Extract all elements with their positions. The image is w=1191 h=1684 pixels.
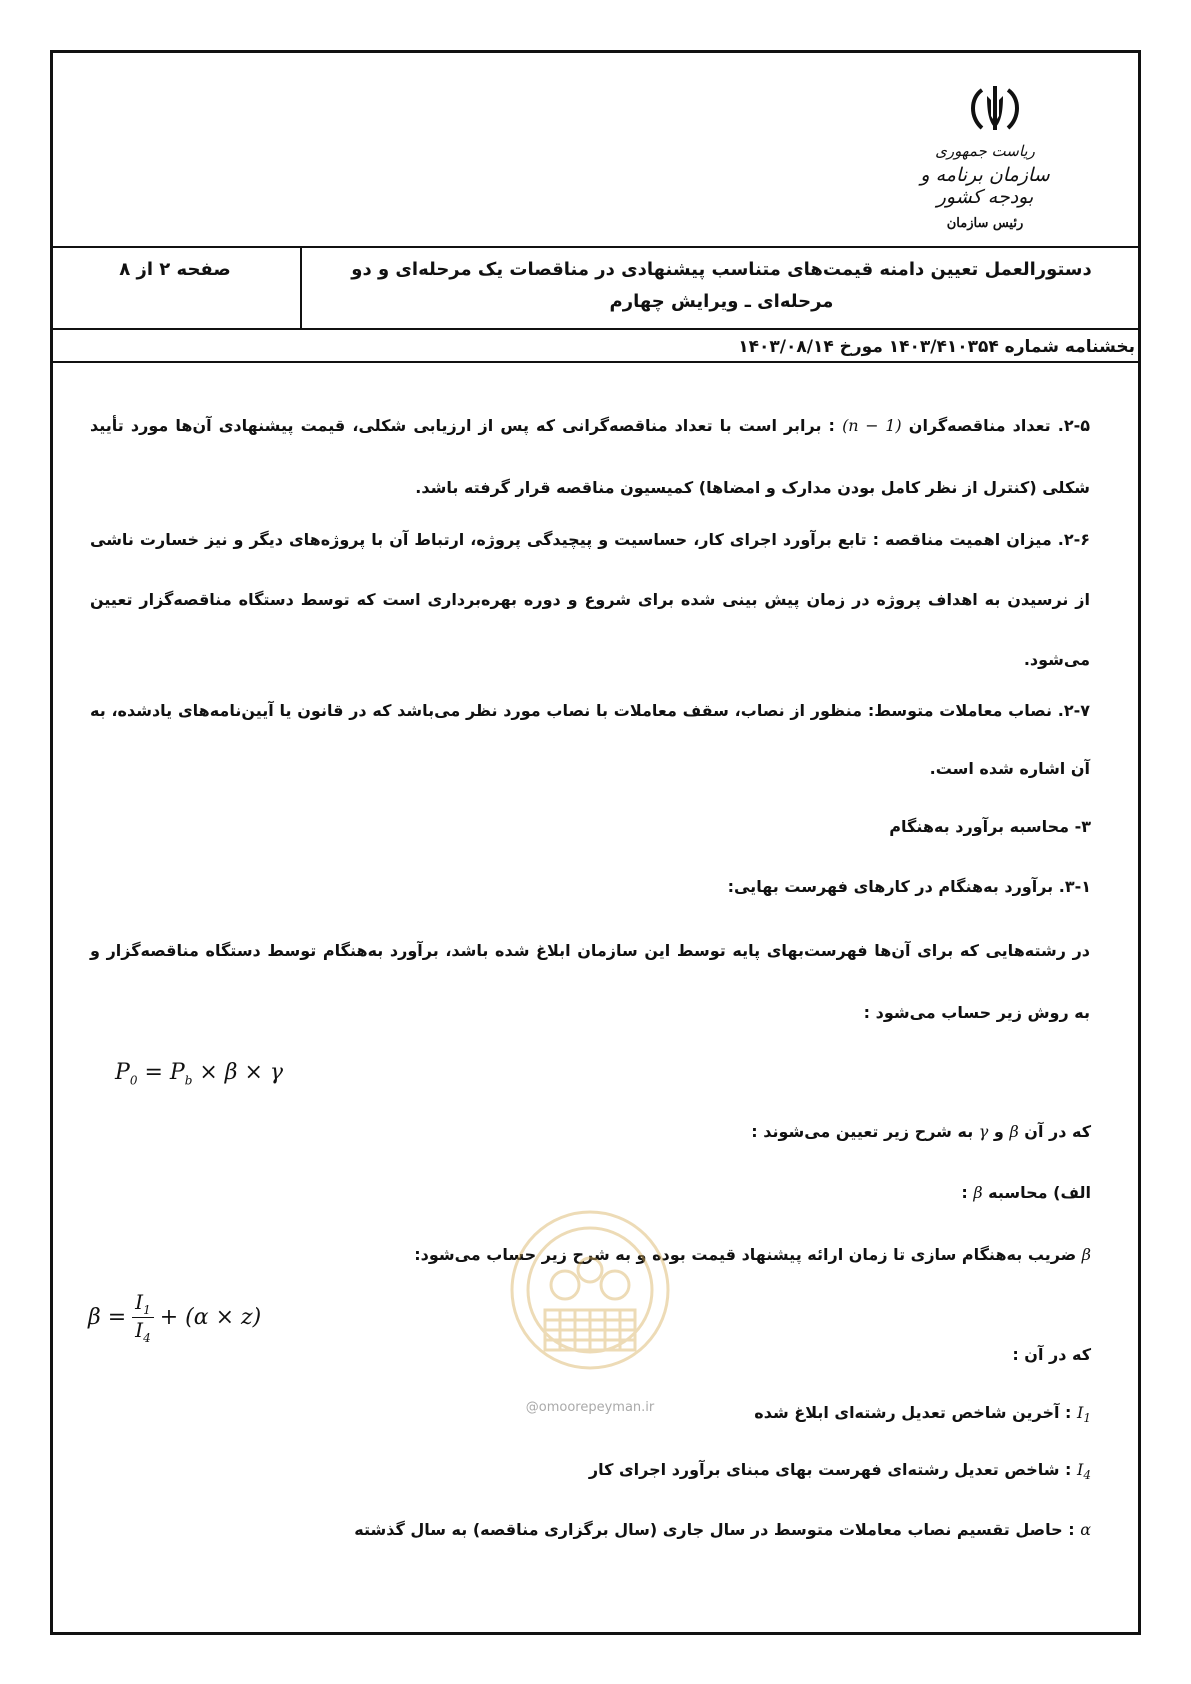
iran-emblem-icon <box>960 82 1030 134</box>
page-number: صفحه ۲ از ۸ <box>50 248 302 328</box>
beta-description-text: ضریب به‌هنگام سازی تا زمان ارائه پیشنهاد قیمت بوده و به شرح زیر حساب می‌شود: <box>414 1245 1077 1264</box>
document-header <box>50 246 1141 363</box>
alpha-symbol: α <box>1080 1520 1091 1539</box>
definition-i1-text: : آخرین شاخص تعدیل رشته‌ای ابلاغ شده <box>754 1403 1072 1422</box>
where-text-c: به شرح زیر تعیین می‌شوند : <box>751 1122 974 1141</box>
beta-symbol: β <box>1009 1122 1019 1141</box>
beta-heading: الف) محاسبه β : <box>961 1183 1091 1202</box>
definition-i4 <box>589 1455 1091 1490</box>
watermark-text: @omoorepeyman.ir <box>525 1400 655 1415</box>
watermark-seal-icon <box>505 1190 675 1390</box>
definition-alpha <box>354 1515 1091 1545</box>
paragraph-2-6: ۲-۶. میزان اهمیت مناقصه : تابع برآورد اجرای کار، حساسیت و پیچیدگی پروژه، ارتباط آن با پروژه‌های دیگر و نیز خسارت ناشی از نرسیدن به اهداف پروژه در زمان پیش بینی شده برای شروع و دوره بهره‌برداری است که توسط دستگاه مناقصه‌گزار تعیین می‌شود. <box>90 530 1090 669</box>
beta-heading-text: الف) محاسبه <box>988 1183 1091 1202</box>
document-title: دستورالعمل تعیین دامنه قیمت‌های متناسب پیشنهادی در مناقصات یک مرحله‌ای و دو مرحله‌ای ـ ویرایش چهارم <box>351 259 1092 312</box>
beta-symbol: β <box>1081 1245 1091 1264</box>
paragraph-2-5 <box>90 395 1090 519</box>
where-text-a: که در آن <box>1024 1122 1091 1141</box>
formula-beta: β = $\frac{I_1}{I_4}$ + (α × z) <box>88 1290 262 1345</box>
paragraph-2-7: ۲-۷. نصاب معاملات متوسط: منظور از نصاب، سقف معاملات با نصاب مورد نظر می‌باشد که در قانون یا آیین‌نامه‌های یادشده، به آن اشاره شده است. <box>90 701 1090 778</box>
n-minus-one-expression: (n − 1) <box>842 416 902 435</box>
paragraph-3-1: در رشته‌هایی که برای آن‌ها فهرست‌بهای پایه توسط این سازمان ابلاغ شده باشد، برآورد به‌هنگام توسط دستگاه مناقصه‌گزار و به روش زیر حساب می‌شود : <box>90 941 1090 1022</box>
agency-line3: رئیس سازمان <box>946 216 1024 231</box>
where-2: که در آن : <box>1012 1345 1091 1364</box>
agency-block <box>900 142 1070 231</box>
paragraph-2-5-text: : برابر است با تعداد مناقصه‌گرانی که پس از ارزیابی شکلی، قیمت پیشنهادی آن‌ها مورد تأیید شکلی (کنترل از نظر کامل بودن مدارک و امضاها) کمیسیون مناقصه قرار گرفته باشد. <box>90 416 1090 497</box>
definition-i4-text: : شاخص تعدیل رشته‌ای فهرست بهای مبنای برآورد اجرای کار <box>588 1460 1072 1479</box>
i1-symbol: $I_1$ <box>1077 1403 1091 1426</box>
section-3-1-heading: ۳-۱. برآورد به‌هنگام در کارهای فهرست بهایی: <box>727 877 1091 896</box>
gamma-symbol: γ <box>978 1122 989 1141</box>
definition-i1 <box>754 1398 1091 1433</box>
beta-symbol: β <box>973 1183 983 1202</box>
i4-symbol: $I_4$ <box>1077 1460 1091 1483</box>
where-beta-gamma <box>751 1117 1091 1147</box>
agency-line2: سازمان برنامه و بودجه کشور <box>920 164 1050 208</box>
formula-p0: $P_0 = P_b \times \beta \times \gamma$ <box>115 1060 284 1088</box>
agency-line1: ریاست جمهوری <box>935 142 1035 160</box>
section-3-heading: ۳- محاسبه برآورد به‌هنگام <box>889 817 1091 836</box>
paragraph-2-5-lead: ۲-۵. تعداد مناقصه‌گران <box>908 416 1090 435</box>
circular-number: بخشنامه شماره ۱۴۰۳/۴۱۰۳۵۴ مورخ ۱۴۰۳/۰۸/۱۴ <box>50 328 1141 363</box>
definition-alpha-text: : حاصل تقسیم نصاب معاملات متوسط در سال جاری (سال برگزاری مناقصه) به سال گذشته <box>354 1520 1075 1539</box>
where-text-b: و <box>993 1122 1004 1141</box>
